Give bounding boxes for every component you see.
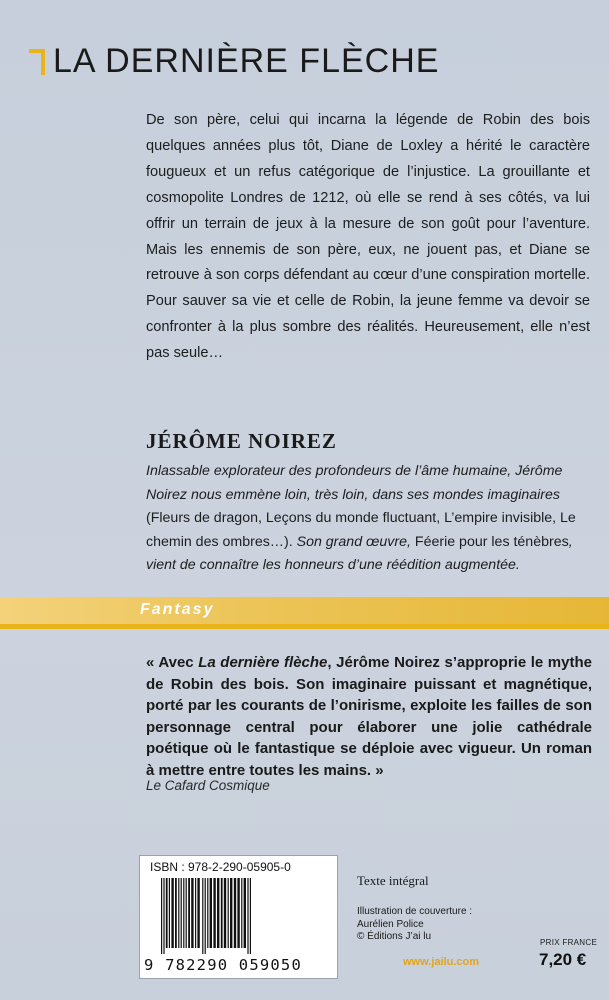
barcode-bar (210, 878, 212, 948)
barcode-bar (224, 878, 226, 948)
price-label: PRIX FRANCE (540, 938, 598, 947)
barcode-bar (183, 878, 184, 948)
barcode-bar (161, 878, 162, 954)
review-source: Le Cafard Cosmique (146, 778, 270, 793)
barcode-bar (202, 878, 203, 954)
barcode-bar (205, 878, 206, 954)
texte-integral: Texte intégral (357, 873, 429, 888)
barcode-bar (217, 878, 219, 948)
barcode-bar (178, 878, 179, 948)
barcode-bar (166, 878, 168, 948)
credit-line: © Éditions J’ai lu (357, 931, 432, 942)
author-bio (146, 460, 592, 578)
cover-credits (357, 906, 472, 944)
author-bio-mid: Son grand œuvre, (296, 533, 415, 550)
genre-band (0, 597, 609, 624)
barcode-bar (244, 878, 246, 948)
review-open: « Avec (146, 654, 199, 671)
barcode-bar (181, 878, 182, 948)
barcode-bar (171, 878, 173, 948)
barcode-bar (230, 878, 232, 948)
review-title: La dernière flèche (198, 654, 328, 671)
barcode-bars (161, 878, 321, 954)
review-quote (146, 652, 592, 782)
price: 7,20 € (539, 950, 587, 969)
barcode-bar (237, 878, 239, 948)
barcode-bar (163, 878, 164, 954)
barcode-bar (195, 878, 196, 948)
barcode-bar (234, 878, 236, 948)
barcode-bar (241, 878, 242, 948)
author-bio-end: , vient de connaître les honneurs d’une réédition augmentée. (146, 533, 573, 573)
barcode-bar (247, 878, 248, 954)
barcode-bar (213, 878, 215, 948)
barcode-bar (221, 878, 223, 948)
publisher-website[interactable]: www.jailu.com (403, 956, 479, 968)
barcode-bar (207, 878, 208, 948)
isbn-text: ISBN : 978-2-290-05905-0 (150, 860, 291, 874)
synopsis: De son père, celui qui incarna la légende de Robin des bois quelques années plus tôt, Diane de Loxley a hérité le caractère fougueux et un refus catégorique de l’injustice. La grouillante et cosmopolite Londres de 1212, où elle se rend à ses côtés, va lui offrir un terrain de jeux à la mesure de son goût pour l’aventure. Mais les ennemis de son père, eux, ne jouent pas, et Diane se retrouve à son corps défendant au cœur d’une conspiration mortelle. Pour sauver sa vie et celle de Robin, la jeune femme va devoir se confronter à la plus sombre des réalités. Heureusement, elle n’est pas seule… (146, 112, 590, 362)
barcode-bar (250, 878, 251, 954)
author-bio-work2: Féerie pour les ténèbres (414, 533, 569, 550)
credit-line: Illustration de couverture : (357, 906, 473, 917)
barcode-bar (191, 878, 193, 948)
review-text: , Jérôme Noirez s’approprie le mythe de Robin des bois. Son imaginaire puissant et magnétique, porté par les courants de l’onirisme, exploite les failles de son personnage central pour élaborer une jolie cathédrale poétique où le fantastique se déploie avec vigueur. Un roman à mettre entre toutes les mains. » (146, 654, 592, 779)
barcode-bar (169, 878, 170, 948)
barcode-bar (228, 878, 229, 948)
author-bio-works: (Fleurs de dragon, Leçons du monde fluctuant, L’empire invisible, Le chemin des ombres…). (146, 510, 576, 550)
barcode-bar (188, 878, 190, 948)
barcode-box (139, 855, 338, 979)
book-title: LA DERNIÈRE FLÈCHE (53, 42, 440, 80)
barcode-bar (186, 878, 187, 948)
title-corner-mark (29, 49, 45, 75)
genre-label: Fantasy (140, 601, 215, 618)
credit-line: Aurélien Police (357, 918, 424, 930)
author-name: JÉRÔME NOIREZ (146, 429, 337, 453)
barcode-bar (197, 878, 199, 948)
barcode-digits: 9 782290 059050 (144, 956, 302, 974)
author-bio-intro: Inlassable explorateur des profondeurs de l’âme humaine, Jérôme Noirez nous emmène loin, très loin, dans ses mondes imaginaires (146, 463, 563, 503)
barcode-bar (175, 878, 177, 948)
